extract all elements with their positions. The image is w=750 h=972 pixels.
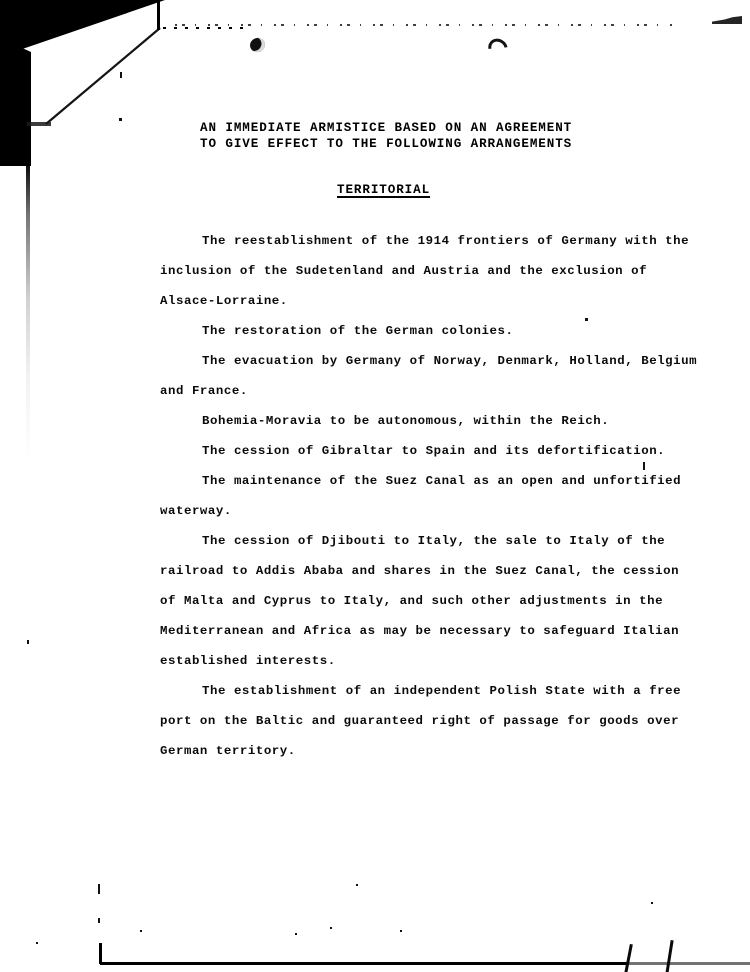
paragraph: The evacuation by Germany of Norway, Denmark, Holland, Belgium and France.: [160, 354, 706, 398]
section-heading-territorial: TERRITORIAL: [337, 183, 431, 197]
paragraph: The establishment of an independent Polish State with a free port on the Baltic and guaranteed right of passage for goods over German territory.: [160, 684, 690, 758]
paragraph: The reestablishment of the 1914 frontiers of Germany with the inclusion of the Sudetenland and Austria and the exclusion of Alsace-Lorraine.: [160, 234, 698, 308]
paragraph: The maintenance of the Suez Canal as an open and unfortified waterway.: [160, 474, 690, 518]
page-title: [200, 120, 572, 152]
paragraph: The restoration of the German colonies.: [202, 324, 514, 338]
paragraph: Bohemia-Moravia to be autonomous, within the Reich.: [202, 414, 610, 428]
document-body: [160, 226, 706, 766]
page-title-line-1: AN IMMEDIATE ARMISTICE BASED ON AN AGREEMENT: [200, 121, 573, 135]
paragraph: The cession of Gibraltar to Spain and its defortification.: [202, 444, 666, 458]
page-title-line-2: TO GIVE EFFECT TO THE FOLLOWING ARRANGEMENTS: [200, 137, 573, 151]
paragraph: The cession of Djibouti to Italy, the sale to Italy of the railroad to Addis Ababa and shares in the Suez Canal, the cession of Malta and Cyprus to Italy, and such other adjustments in the Mediterranean and Africa as may be necessary to safeguard Italian established interests.: [160, 534, 688, 668]
